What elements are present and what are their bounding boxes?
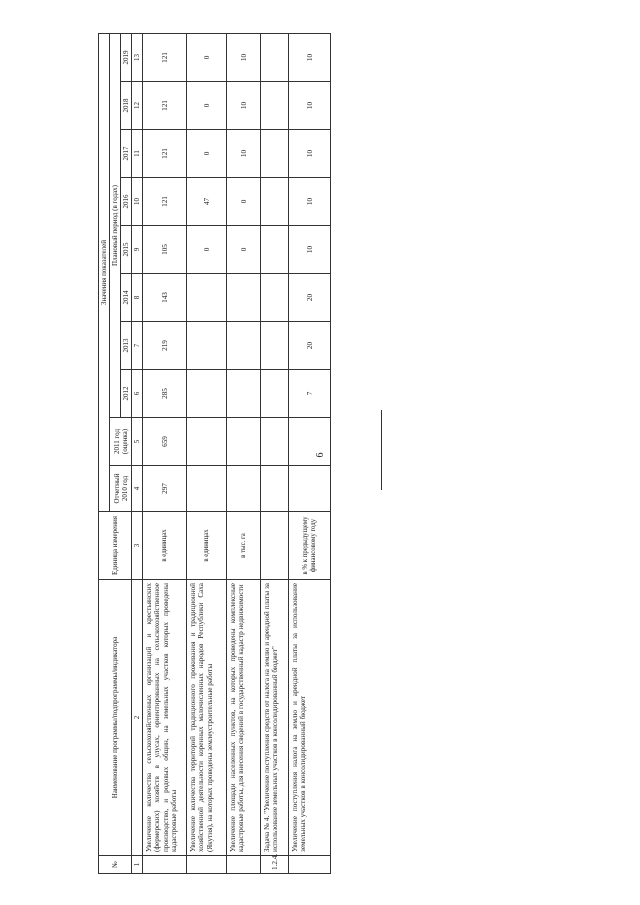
indicator-value: 10: [289, 34, 331, 82]
indicator-value: [261, 130, 289, 178]
header-values: Значения показателей: [99, 34, 110, 512]
indicator-value: 285: [143, 370, 187, 418]
indicator-value: 10: [227, 82, 261, 130]
indicator-unit: [261, 512, 289, 580]
indicator-value: 105: [143, 226, 187, 274]
indicator-value: [227, 322, 261, 370]
indicator-value: 10: [289, 226, 331, 274]
column-number: 6: [132, 370, 143, 418]
header-reported: Отчетный 2010 год: [110, 466, 132, 512]
indicator-value: [187, 370, 227, 418]
header-unit: Единица измерения: [99, 512, 132, 580]
indicator-value: 0: [187, 130, 227, 178]
indicators-table: [98, 33, 331, 874]
indicator-name: Увеличение площади населенных пунктов, на которых проведены комплексные кадастровые работы, для внесения сведений в государственный кадастр недвижимости: [227, 580, 261, 856]
indicator-value: 0: [227, 226, 261, 274]
header-year: 2017: [121, 130, 132, 178]
indicator-value: 121: [143, 82, 187, 130]
indicator-value: 10: [227, 34, 261, 82]
page-number: 6: [315, 452, 326, 458]
indicator-value: [261, 82, 289, 130]
table-row: [143, 34, 187, 874]
header-year: 2015: [121, 226, 132, 274]
indicator-value: 143: [143, 274, 187, 322]
header-year: 2012: [121, 370, 132, 418]
row-number: 1.2.4.: [261, 856, 289, 874]
indicator-value: 121: [143, 130, 187, 178]
indicator-value: 219: [143, 322, 187, 370]
indicator-unit: в тыс. га: [227, 512, 261, 580]
header-year: 2013: [121, 322, 132, 370]
column-number: 13: [132, 34, 143, 82]
indicator-value: [227, 466, 261, 512]
indicator-value: [261, 226, 289, 274]
rotated-table-wrapper: [98, 36, 326, 874]
header-year: 2019: [121, 34, 132, 82]
indicator-value: 20: [289, 274, 331, 322]
indicator-unit: в единицах: [187, 512, 227, 580]
indicator-value: [187, 274, 227, 322]
row-number: [289, 856, 331, 874]
indicator-value: 659: [143, 418, 187, 466]
header-year: 2018: [121, 82, 132, 130]
indicator-unit: в единицах: [143, 512, 187, 580]
table-row: [261, 34, 289, 874]
indicator-name: Задача № 4. "Увеличение поступления средств от налога на землю и арендной платы за использование земельных участков в консолидированный бюджет": [261, 580, 289, 856]
column-number: 8: [132, 274, 143, 322]
indicator-value: 0: [187, 226, 227, 274]
header-planning: Плановый период (в годах): [110, 34, 121, 418]
indicator-value: 20: [289, 322, 331, 370]
header-name: Наименование программы/подпрограммы/индикатора: [99, 580, 132, 856]
header-estimate: 2011 год (оценка): [110, 418, 132, 466]
indicator-value: 121: [143, 34, 187, 82]
indicator-value: [261, 466, 289, 512]
row-number: [227, 856, 261, 874]
indicator-name: Увеличение поступления налога на землю и арендной платы за использование земельных участков в консолидированный бюджет: [289, 580, 331, 856]
indicator-value: [187, 418, 227, 466]
signature-line: [381, 410, 382, 490]
indicator-value: 10: [289, 82, 331, 130]
column-number: 3: [132, 512, 143, 580]
column-number: 12: [132, 82, 143, 130]
indicator-name: Увеличение количества сельскохозяйственных организаций и крестьянских (фермерских) хозяйств в улусах, ориентированных на сельскохозяйственное производство, и родовых общин, на земельных участков которых проведены кадастровые работы: [143, 580, 187, 856]
indicator-value: [261, 418, 289, 466]
row-number: [143, 856, 187, 874]
indicator-value: 7: [289, 370, 331, 418]
column-number: 7: [132, 322, 143, 370]
indicator-value: [227, 418, 261, 466]
column-number: 9: [132, 226, 143, 274]
column-number: 11: [132, 130, 143, 178]
indicator-value: [261, 178, 289, 226]
indicator-value: [187, 466, 227, 512]
indicator-value: 0: [227, 178, 261, 226]
indicator-name: Увеличение количества территорий традиционного проживания и традиционной хозяйственной деятельности коренных малочисленных народов Республики Саха (Якутия), на которых проведены землеустроительные работы: [187, 580, 227, 856]
column-number: 5: [132, 418, 143, 466]
indicator-value: 0: [187, 82, 227, 130]
table-row: [227, 34, 261, 874]
indicator-value: [261, 370, 289, 418]
indicator-value: [187, 322, 227, 370]
table-row: [187, 34, 227, 874]
indicator-value: [261, 34, 289, 82]
table-row: [289, 34, 331, 874]
indicator-value: [261, 322, 289, 370]
header-num: №: [99, 856, 132, 874]
indicator-value: [261, 274, 289, 322]
indicator-value: 10: [289, 130, 331, 178]
column-number: 4: [132, 466, 143, 512]
indicator-value: [289, 418, 331, 466]
header-year: 2016: [121, 178, 132, 226]
header-year: 2014: [121, 274, 132, 322]
indicator-value: [227, 370, 261, 418]
column-number: 1: [132, 856, 143, 874]
indicator-value: [227, 274, 261, 322]
indicator-value: 10: [289, 178, 331, 226]
indicator-value: 121: [143, 178, 187, 226]
indicator-value: 47: [187, 178, 227, 226]
indicator-value: 0: [187, 34, 227, 82]
indicator-unit: в % к предыдущему финансовому году: [289, 512, 331, 580]
column-number: 2: [132, 580, 143, 856]
indicator-value: 297: [143, 466, 187, 512]
column-number: 10: [132, 178, 143, 226]
indicator-value: 10: [227, 130, 261, 178]
row-number: [187, 856, 227, 874]
indicator-value: [289, 466, 331, 512]
